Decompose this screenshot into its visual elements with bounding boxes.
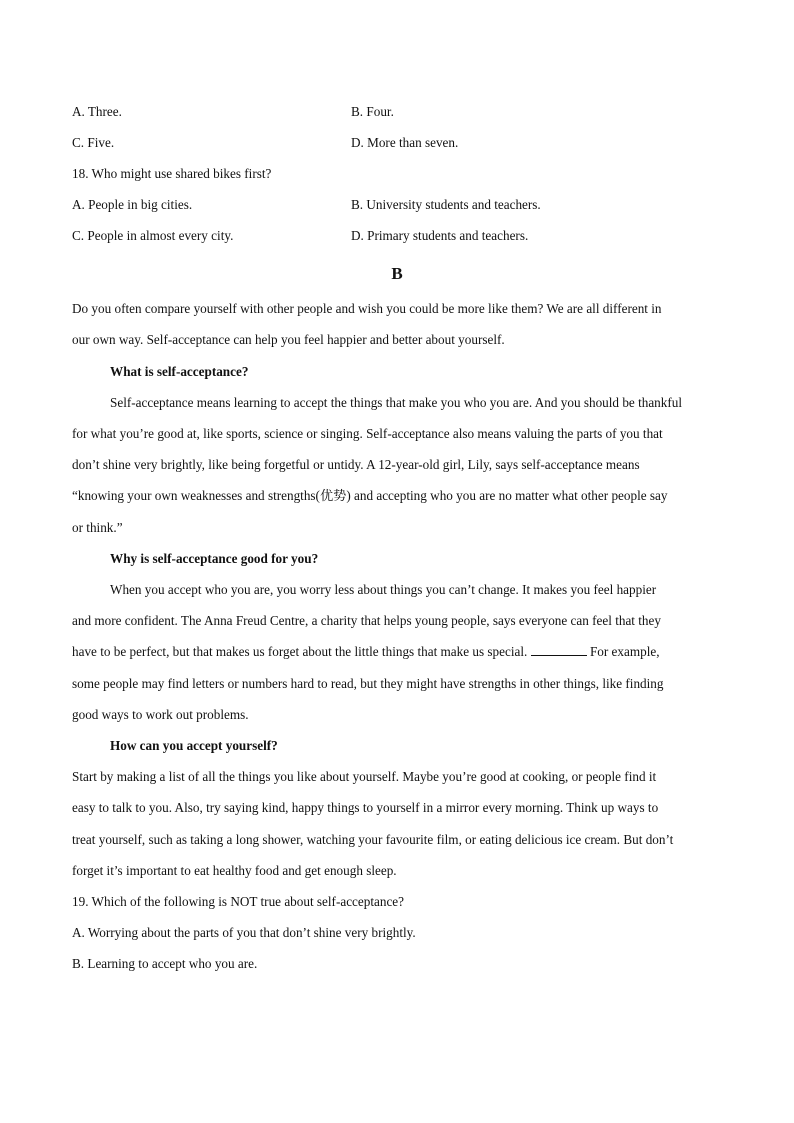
q18-option-a: A. People in big cities.	[72, 197, 193, 212]
section1-line-2: for what you’re good at, like sports, science or singing. Self-acceptance also means valuing the parts of you that	[72, 426, 663, 441]
q18-stem: 18. Who might use shared bikes first?	[72, 166, 272, 181]
q19-stem: 19. Which of the following is NOT true about self-acceptance?	[72, 894, 405, 909]
section3-line-2: easy to talk to you. Also, try saying kind, happy things to yourself in a mirror every morning. Think up ways to	[72, 800, 659, 815]
section1-line-3: don’t shine very brightly, like being forgetful or untidy. A 12-year-old girl, Lily, says self-acceptance means	[72, 457, 640, 472]
section2-line-1: When you accept who you are, you worry less about things you can’t change. It makes you feel happier	[110, 582, 657, 597]
section1-line-1: Self-acceptance means learning to accept the things that make you who you are. And you should be thankful	[110, 395, 683, 410]
section2-line-3	[72, 643, 660, 661]
q17-option-a: A. Three.	[72, 104, 122, 119]
section-letter: B	[391, 264, 403, 283]
q17-option-d: D. More than seven.	[351, 135, 459, 150]
q19-option-b: B. Learning to accept who you are.	[72, 956, 258, 971]
q19-option-a: A. Worrying about the parts of you that don’t shine very brightly.	[72, 925, 416, 940]
q18-option-c: C. People in almost every city.	[72, 228, 234, 243]
section1-line-5: or think.”	[72, 520, 123, 535]
section3-line-4: forget it’s important to eat healthy food and get enough sleep.	[72, 863, 397, 878]
answer-blank	[531, 643, 587, 656]
intro-line-2: our own way. Self-acceptance can help you feel happier and better about yourself.	[72, 332, 505, 347]
section3-line-1: Start by making a list of all the things you like about yourself. Maybe you’re good at cooking, or people find it	[72, 769, 657, 784]
q18-option-d: D. Primary students and teachers.	[351, 228, 529, 243]
section2-heading: Why is self-acceptance good for you?	[110, 551, 319, 566]
section2-line-3-text: have to be perfect, but that makes us forget about the little things that make us special.	[72, 644, 528, 659]
section2-line-4: some people may find letters or numbers hard to read, but they might have strengths in other things, like finding	[72, 676, 664, 691]
section2-line-5: good ways to work out problems.	[72, 707, 249, 722]
q18-option-b: B. University students and teachers.	[351, 197, 541, 212]
section2-line-2: and more confident. The Anna Freud Centre, a charity that helps young people, says everyone can feel that they	[72, 613, 661, 628]
intro-line-1: Do you often compare yourself with other people and wish you could be more like them? We are all different in	[72, 301, 662, 316]
section3-heading: How can you accept yourself?	[110, 738, 278, 753]
q17-option-b: B. Four.	[351, 104, 394, 119]
section1-line-4: “knowing your own weaknesses and strengths(优势) and accepting who you are no matter what other people say	[72, 488, 668, 503]
section2-line-3-tail: For example,	[589, 644, 660, 659]
section1-heading: What is self-acceptance?	[110, 364, 249, 379]
q17-option-c: C. Five.	[72, 135, 115, 150]
section3-line-3: treat yourself, such as taking a long shower, watching your favourite film, or eating delicious ice cream. But don’t	[72, 832, 674, 847]
